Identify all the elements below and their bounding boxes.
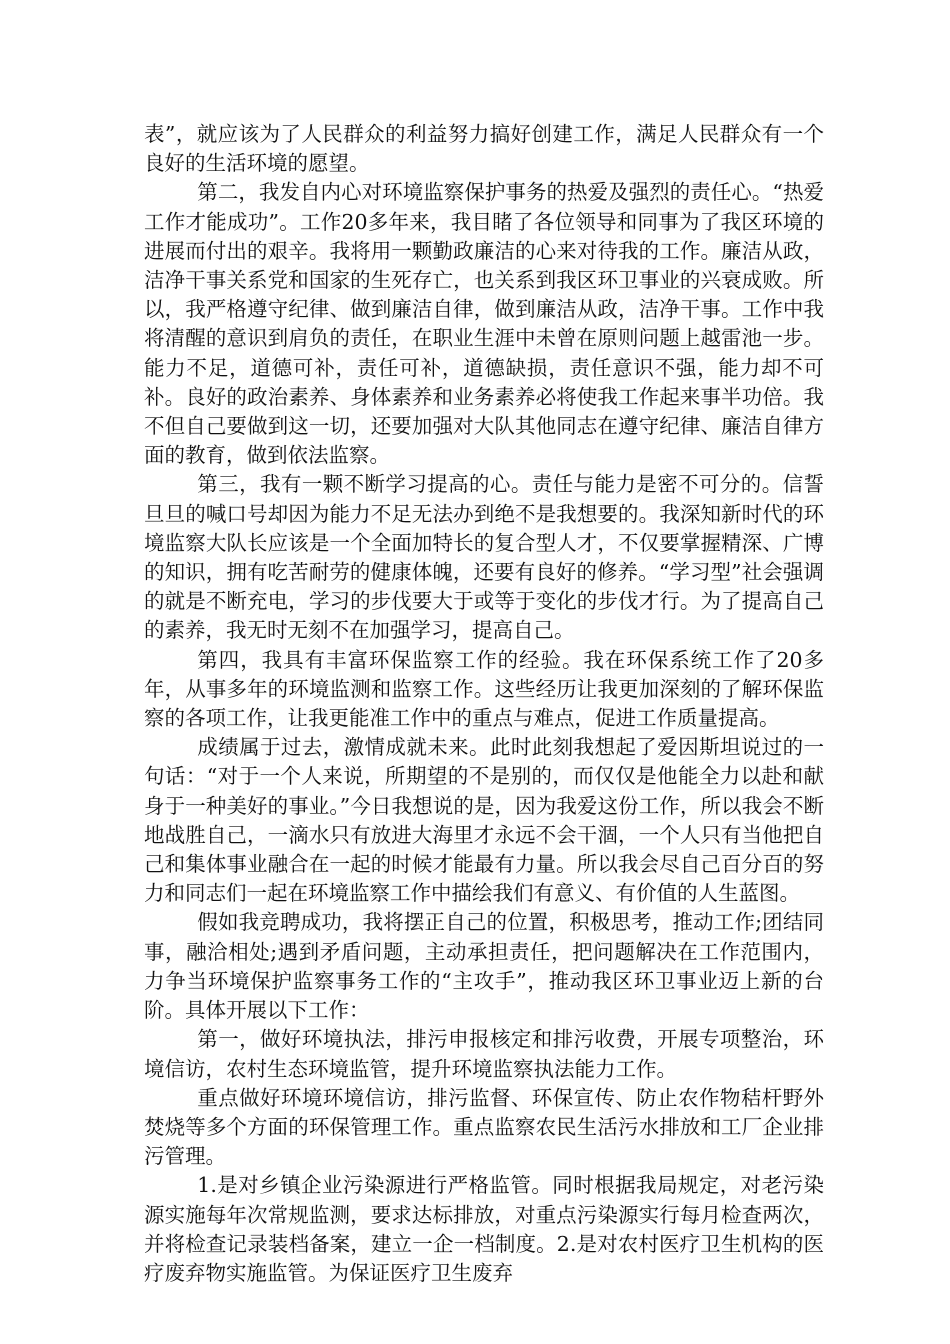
- paragraph-8: 重点做好环境环境信访，排污监督、环保宣传、防止农作物秸杆野外焚烧等多个方面的环保管理工作。重点监察农民生活污水排放和工厂企业排污管理。: [144, 1085, 824, 1169]
- paragraph-7: 第一，做好环境执法，排污申报核定和排污收费，开展专项整治，环境信访，农村生态环境监管，提升环境监察执法能力工作。: [144, 1027, 824, 1081]
- paragraph-2: 第二，我发自内心对环境监察保护事务的热爱及强烈的责任心。“热爱工作才能成功”。工作20多年来，我目睹了各位领导和同事为了我区环境的进展而付出的艰辛。我将用一颗勤政廉洁的心来对待我的工作。廉洁从政，洁净干事关系党和国家的生死存亡，也关系到我区环卫事业的兴衰成败。所以，我严格遵守纪律、做到廉洁自律，做到廉洁从政，洁净干事。工作中我将清醒的意识到肩负的责任，在职业生涯中未曾在原则问题上越雷池一步。能力不足，道德可补，责任可补，道德缺损，责任意识不强，能力却不可补。良好的政治素养、身体素养和业务素养必将使我工作起来事半功倍。我不但自己要做到这一切，还要加强对大队其他同志在遵守纪律、廉洁自律方面的教育，做到依法监察。: [144, 180, 824, 468]
- paragraph-3: 第三，我有一颗不断学习提高的心。责任与能力是密不可分的。信誓旦旦的喊口号却因为能力不足无法办到绝不是我想要的。我深知新时代的环境监察大队长应该是一个全面加特长的复合型人才，不仅要掌握精深、广博的知识，拥有吃苦耐劳的健康体魄，还要有良好的修养。“学习型”社会强调的就是不断充电，学习的步伐要大于或等于变化的步伐才行。为了提高自己的素养，我无时无刻不在加强学习，提高自己。: [144, 472, 824, 643]
- paragraph-4: 第四，我具有丰富环保监察工作的经验。我在环保系统工作了20多年，从事多年的环境监测和监察工作。这些经历让我更加深刻的了解环保监察的各项工作，让我更能准工作中的重点与难点，促进工作质量提高。: [144, 647, 824, 731]
- paragraph-1: 表”，就应该为了人民群众的利益努力搞好创建工作，满足人民群众有一个良好的生活环境的愿望。: [144, 122, 824, 176]
- paragraph-5: 成绩属于过去，激情成就未来。此时此刻我想起了爱因斯坦说过的一句话：“对于一个人来说，所期望的不是别的，而仅仅是他能全力以赴和献身于一种美好的事业。”今日我想说的是，因为我爱这份工作，所以我会不断地战胜自己，一滴水只有放进大海里才永远不会干涸，一个人只有当他把自己和集体事业融合在一起的时候才能最有力量。所以我会尽自己百分百的努力和同志们一起在环境监察工作中描绘我们有意义、有价值的人生蓝图。: [144, 735, 824, 906]
- paragraph-9: 1.是对乡镇企业污染源进行严格监管。同时根据我局规定，对老污染源实施每年次常规监测，要求达标排放，对重点污染源实行每月检查两次，并将检查记录装档备案，建立一企一档制度。2.是对农村医疗卫生机构的医疗废弃物实施监管。为保证医疗卫生废弃: [144, 1173, 824, 1285]
- document-body: [144, 120, 824, 1288]
- paragraph-6: 假如我竞聘成功，我将摆正自己的位置，积极思考，推动工作;团结同事，融洽相处;遇到矛盾问题，主动承担责任，把问题解决在工作范围内，力争当环境保护监察事务工作的“主攻手”，推动我区环卫事业迈上新的台阶。具体开展以下工作：: [144, 910, 824, 1023]
